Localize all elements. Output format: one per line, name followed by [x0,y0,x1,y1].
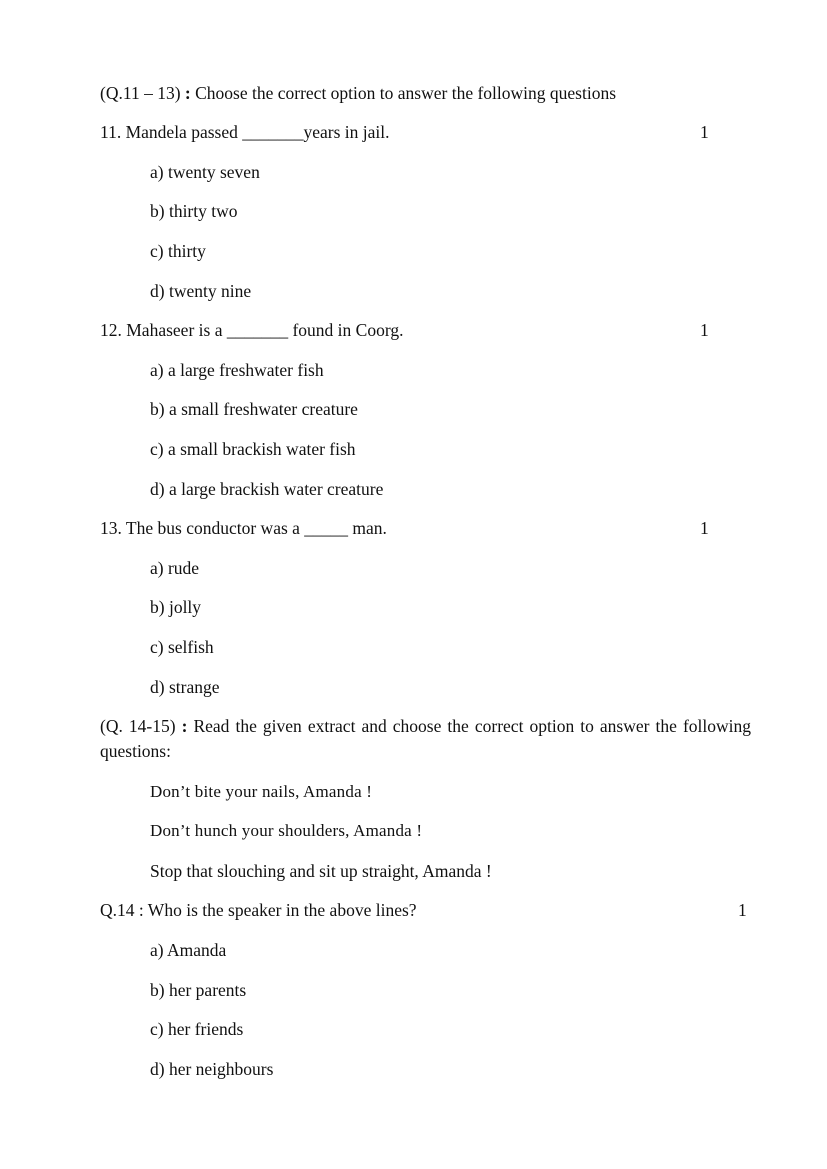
question-14: Q.14 : Who is the speaker in the above lines? [100,900,417,920]
question-11-marks: 1 [700,122,709,142]
question-11: 11. Mandela passed _______years in jail. [100,122,390,142]
option-14-d: d) her neighbours [150,1059,274,1079]
option-12-d: d) a large brackish water creature [150,479,384,499]
option-12-b: b) a small freshwater creature [150,399,358,419]
section-instruction: Read the given extract and choose the correct option to answer the following questions: [100,716,751,761]
section-colon: : [181,716,188,736]
option-12-a: a) a large freshwater fish [150,360,324,380]
option-13-b: b) jolly [150,597,202,617]
option-13-c: c) selfish [150,637,214,657]
section-prefix: (Q.11 – 13) [100,83,181,103]
question-13: 13. The bus conductor was a _____ man. [100,518,387,538]
section-instruction: Choose the correct option to answer the following questions [195,83,616,103]
section-heading-11-13 [100,82,616,104]
option-13-a: a) rude [150,558,200,578]
question-14-marks: 1 [738,900,747,920]
extract-line-3: Stop that slouching and sit up straight, Amanda ! [150,861,492,881]
section-prefix: (Q. 14-15) [100,716,176,736]
question-13-marks: 1 [700,518,709,538]
option-11-a: a) twenty seven [150,162,260,182]
section-colon: : [184,83,191,103]
option-12-c: c) a small brackish water fish [150,439,356,459]
option-14-c: c) her friends [150,1019,244,1039]
option-11-b: b) thirty two [150,201,238,221]
question-12-marks: 1 [700,320,709,340]
option-11-d: d) twenty nine [150,281,252,301]
option-14-b: b) her parents [150,980,247,1000]
option-14-a: a) Amanda [150,940,227,960]
question-12: 12. Mahaseer is a _______ found in Coorg. [100,320,404,340]
option-13-d: d) strange [150,677,220,697]
section-heading-14-15 [100,714,751,764]
extract-line-2: Don’t hunch your shoulders, Amanda ! [150,821,423,840]
extract-line-1: Don’t bite your nails, Amanda ! [150,782,373,801]
option-11-c: c) thirty [150,241,206,261]
